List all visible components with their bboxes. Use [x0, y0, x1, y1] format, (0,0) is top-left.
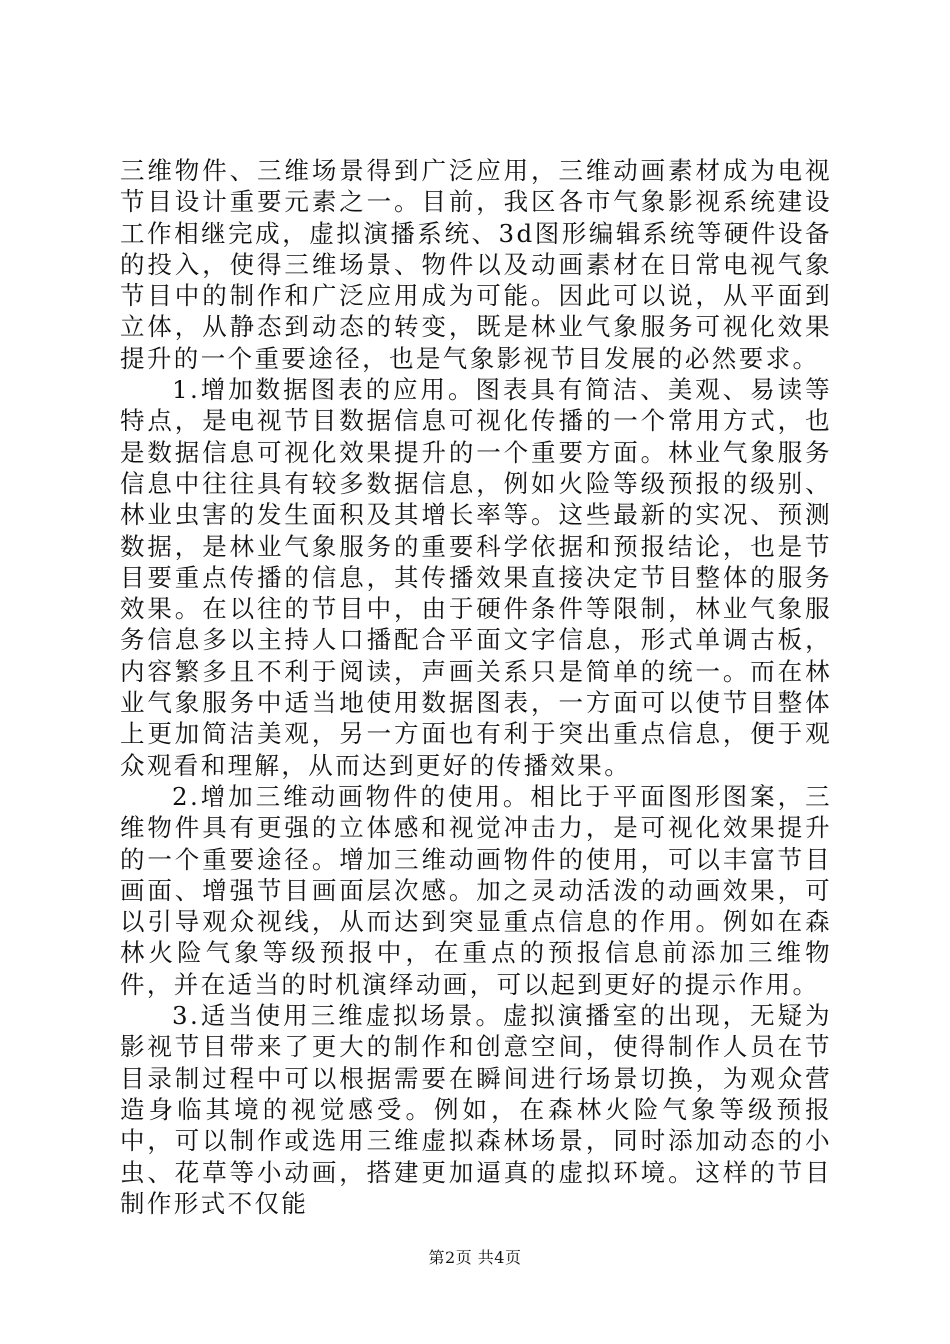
- paragraph-item-3: 3.适当使用三维虚拟场景。虚拟演播室的出现，无疑为影视节目带来了更大的制作和创意空间，使得制作人员在节目录制过程中可以根据需要在瞬间进行场景切换，为观众营造身临其境的视觉感受。例如，在森林火险气象等级预报中，可以制作或选用三维虚拟森林场景，同时添加动态的小虫、花草等小动画，搭建更加逼真的虚拟环境。这样的节目制作形式不仅能: [120, 1001, 832, 1218]
- page-footer: 第2页 共4页: [428, 1248, 522, 1267]
- body-text: [120, 155, 832, 1219]
- paragraph-intro: 三维物件、三维场景得到广泛应用，三维动画素材成为电视节目设计重要元素之一。目前，我区各市气象影视系统建设工作相继完成，虚拟演播系统、3d图形编辑系统等硬件设备的投入，使得三维场景、物件以及动画素材在日常电视气象节目中的制作和广泛应用成为可能。因此可以说，从平面到立体，从静态到动态的转变，既是林业气象服务可视化效果提升的一个重要途径，也是气象影视节目发展的必然要求。: [120, 156, 832, 373]
- paragraph-item-1: 1.增加数据图表的应用。图表具有简洁、美观、易读等特点，是电视节目数据信息可视化传播的一个常用方式，也是数据信息可视化效果提升的一个重要方面。林业气象服务信息中往往具有较多数据信息，例如火险等级预报的级别、林业虫害的发生面积及其增长率等。这些最新的实况、预测数据，是林业气象服务的重要科学依据和预报结论，也是节目要重点传播的信息，其传播效果直接决定节目整体的服务效果。在以往的节目中，由于硬件条件等限制，林业气象服务信息多以主持人口播配合平面文字信息，形式单调古板，内容繁多且不利于阅读，声画关系只是简单的统一。而在林业气象服务中适当地使用数据图表，一方面可以使节目整体上更加简洁美观，另一方面也有利于突出重点信息，便于观众观看和理解，从而达到更好的传播效果。: [120, 375, 832, 780]
- paragraph-item-2: 2.增加三维动画物件的使用。相比于平面图形图案，三维物件具有更强的立体感和视觉冲击力，是可视化效果提升的一个重要途径。增加三维动画物件的使用，可以丰富节目画面、增强节目画面层次感。加之灵动活泼的动画效果，可以引导观众视线，从而达到突显重点信息的作用。例如在森林火险气象等级预报中，在重点的预报信息前添加三维物件，并在适当的时机演绎动画，可以起到更好的提示作用。: [120, 781, 832, 999]
